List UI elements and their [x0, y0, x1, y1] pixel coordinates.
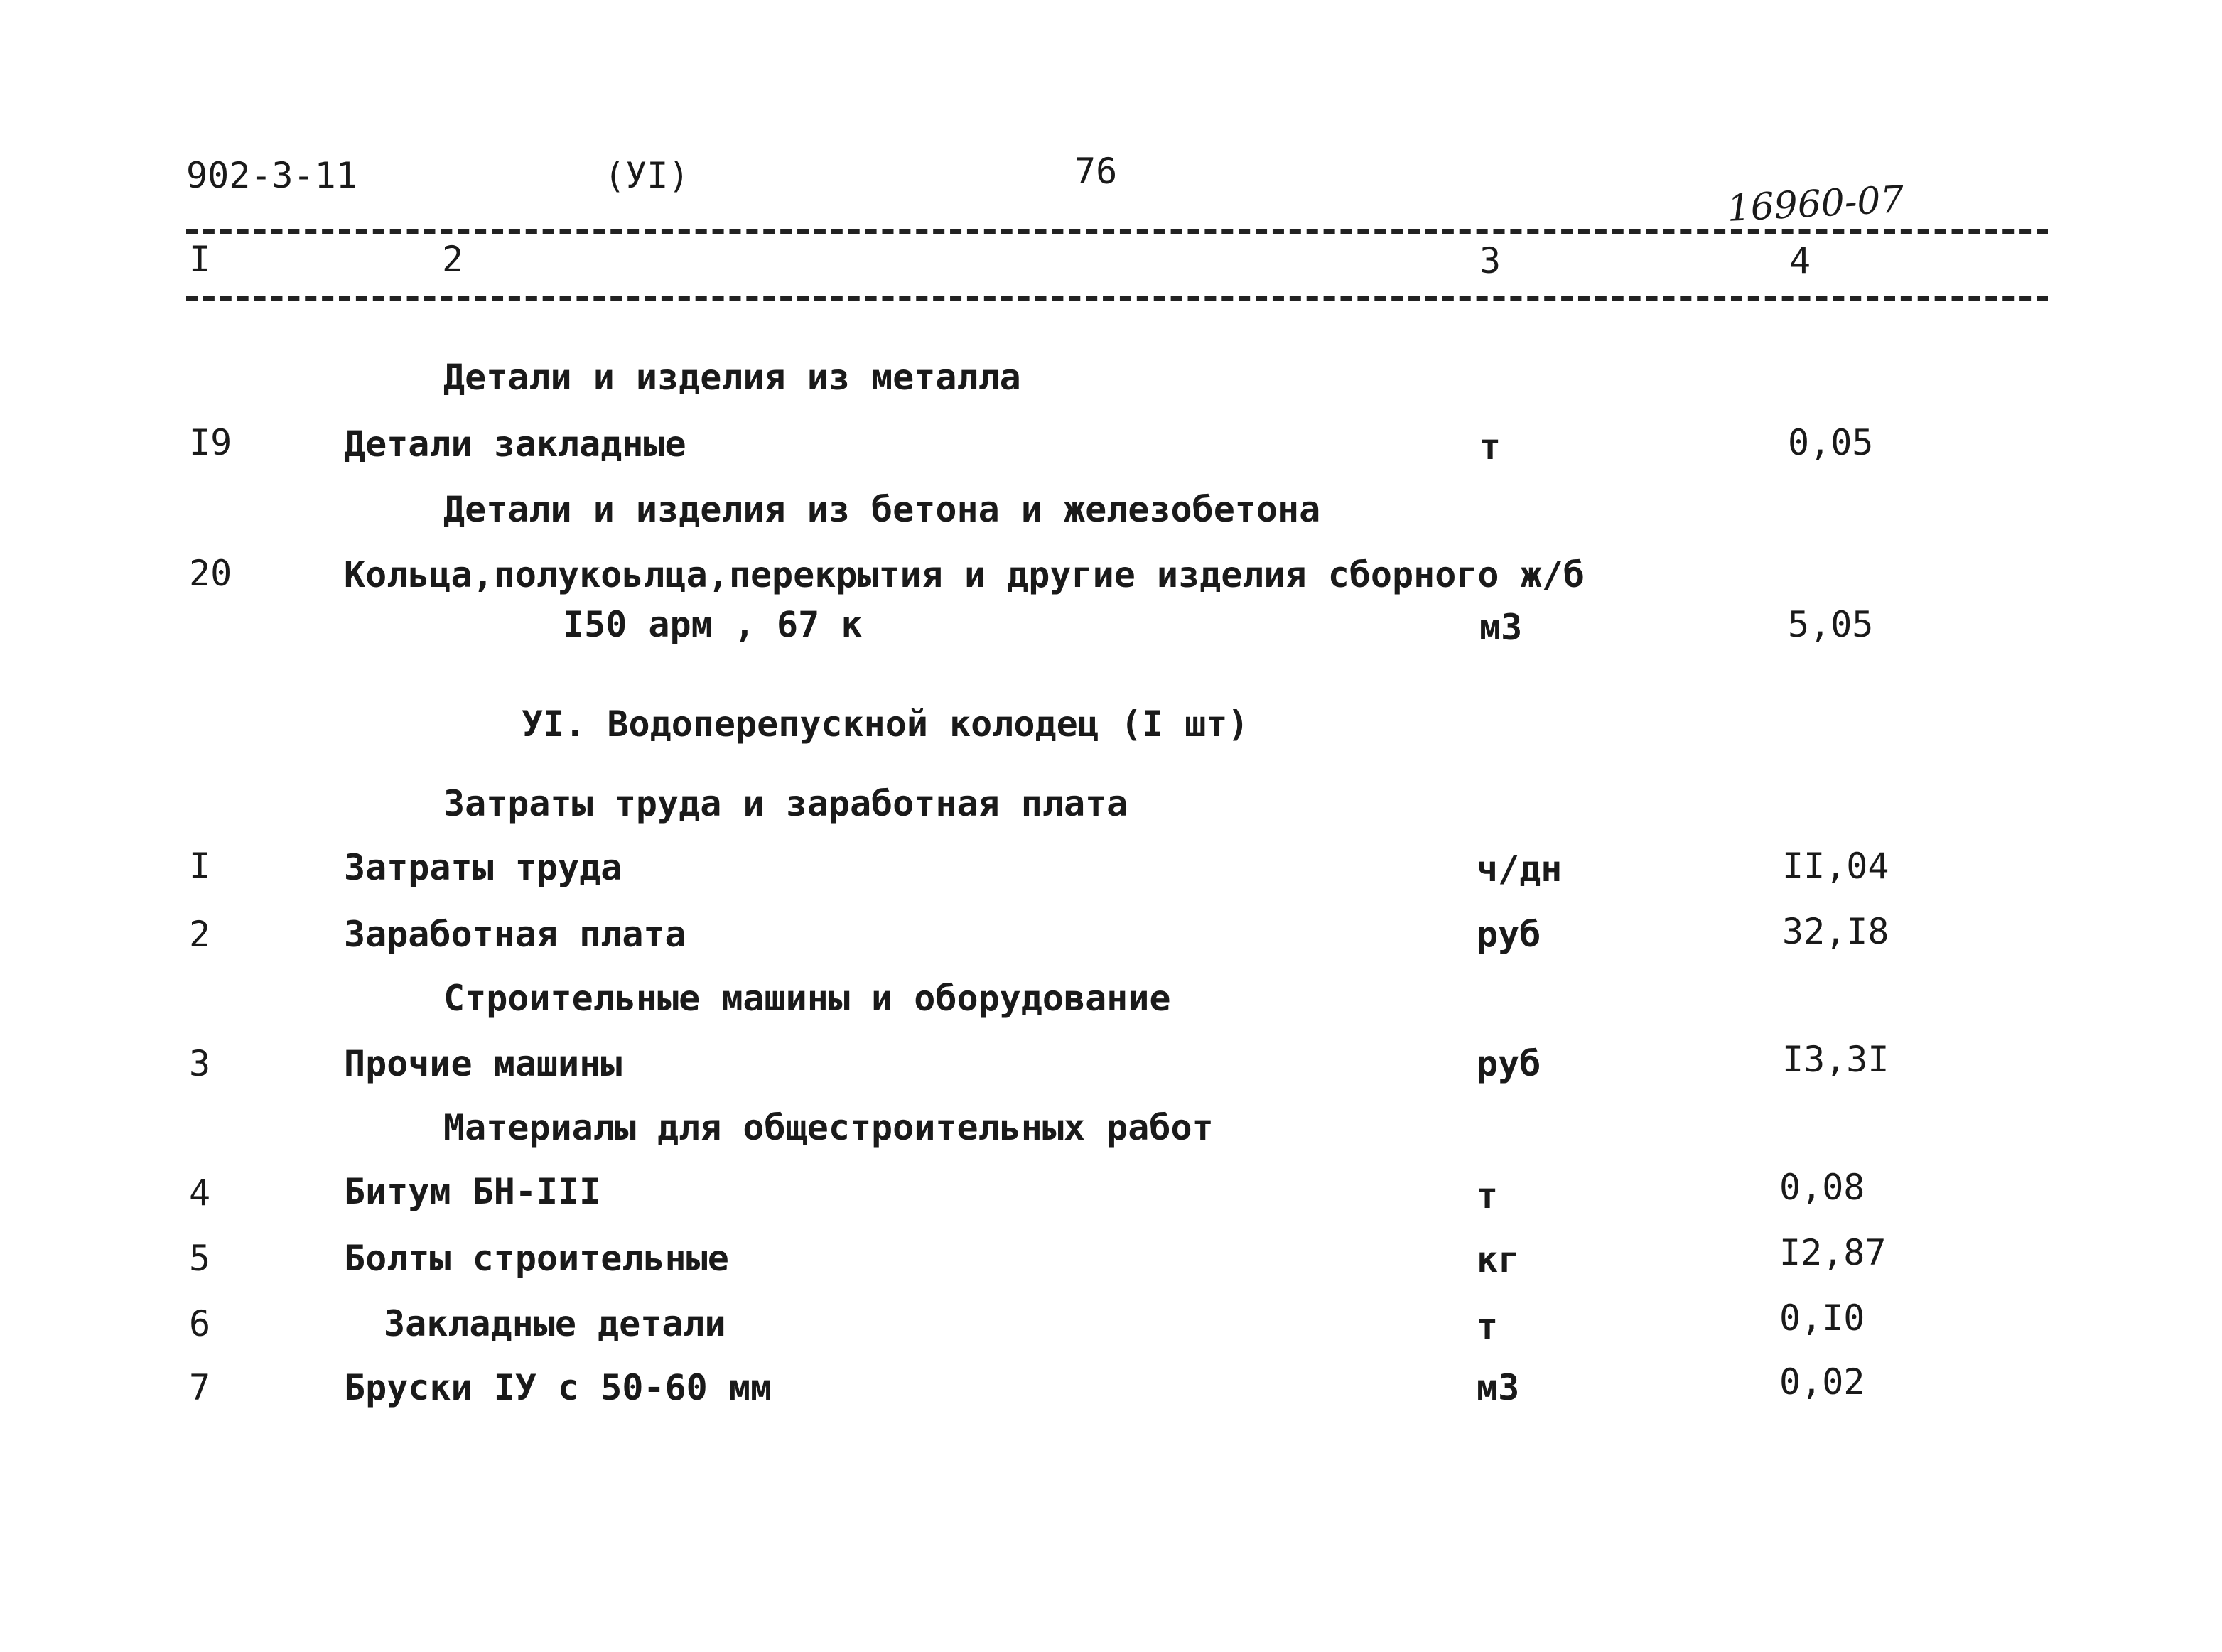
- row-1-name: Затраты труда: [344, 847, 622, 888]
- row-1-unit: ч/дн: [1477, 848, 1563, 890]
- header-divider-top: [186, 229, 2048, 234]
- row-2-number: 2: [189, 914, 211, 955]
- row-3-value: I3,3I: [1782, 1039, 1889, 1080]
- row-3-unit: руб: [1477, 1043, 1541, 1084]
- row-5-name: Болты строительные: [344, 1238, 729, 1279]
- group-heading-labor: Затраты труда и заработная плата: [443, 783, 1128, 824]
- row-20-value: 5,05: [1788, 604, 1874, 645]
- section-title: УI. Водоперепускной колодец (I шт): [522, 703, 1249, 745]
- row-4-unit: т: [1477, 1175, 1499, 1216]
- row-20-number: 20: [189, 553, 232, 594]
- section-code: (УI): [604, 155, 690, 196]
- row-7-name: Бруски IУ с 50-60 мм: [344, 1367, 772, 1408]
- column-header-4: 4: [1789, 240, 1811, 281]
- row-2-name: Заработная плата: [344, 914, 686, 955]
- group-heading-metal: Детали и изделия из металла: [443, 357, 1021, 398]
- page-number: 76: [1074, 151, 1118, 192]
- row-2-value: 32,I8: [1782, 911, 1889, 952]
- row-1-number: I: [189, 846, 211, 887]
- row-19-name: Детали закладные: [344, 423, 686, 465]
- group-heading-machines: Строительные машины и оборудование: [443, 978, 1171, 1019]
- row-4-value: 0,08: [1779, 1167, 1865, 1208]
- row-5-number: 5: [189, 1238, 211, 1279]
- row-6-name: Закладные детали: [384, 1303, 726, 1344]
- row-4-number: 4: [189, 1172, 211, 1214]
- column-header-3: 3: [1479, 240, 1501, 281]
- group-heading-concrete: Детали и изделия из бетона и железобетона: [443, 489, 1321, 530]
- group-heading-materials: Материалы для общестроительных работ: [443, 1107, 1214, 1148]
- document-code: 902-3-11: [186, 155, 357, 196]
- column-header-1: I: [189, 239, 211, 280]
- row-4-name: Битум БН-III: [344, 1171, 601, 1212]
- row-7-unit: м3: [1477, 1367, 1520, 1408]
- row-3-number: 3: [189, 1043, 211, 1084]
- row-7-value: 0,02: [1779, 1361, 1865, 1403]
- row-5-value: I2,87: [1779, 1232, 1887, 1273]
- row-7-number: 7: [189, 1367, 211, 1408]
- row-6-unit: т: [1477, 1306, 1499, 1347]
- row-19-number: I9: [189, 422, 232, 463]
- column-header-2: 2: [442, 239, 464, 280]
- row-20-name: Кольца,полукоьлца,перекрытия и другие изделия сборного ж/б: [344, 554, 1585, 595]
- row-19-unit: т: [1479, 426, 1501, 468]
- row-6-value: 0,I0: [1779, 1297, 1865, 1339]
- row-3-name: Прочие машины: [344, 1043, 622, 1084]
- row-20-name-continued: I50 арм , 67 к: [563, 604, 863, 645]
- row-20-unit: м3: [1479, 607, 1523, 648]
- row-5-unit: кг: [1477, 1239, 1520, 1280]
- row-6-number: 6: [189, 1303, 211, 1344]
- header-divider-bottom: [186, 296, 2048, 301]
- row-1-value: II,04: [1782, 846, 1889, 887]
- archive-stamp: 16960-07: [1726, 178, 1906, 230]
- row-2-unit: руб: [1477, 914, 1541, 955]
- row-19-value: 0,05: [1788, 422, 1874, 463]
